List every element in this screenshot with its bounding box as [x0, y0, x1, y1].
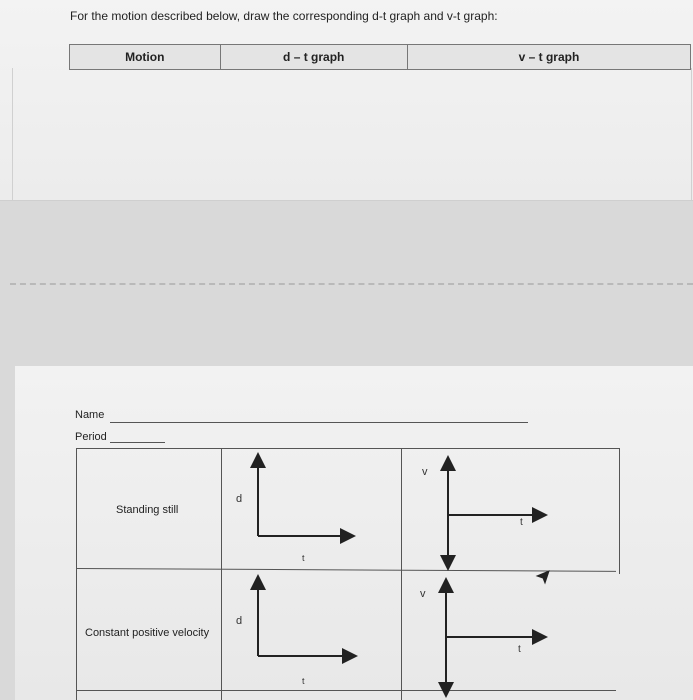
row2-dt-t-axis-label: t [302, 676, 305, 686]
mouse-cursor-icon [537, 571, 549, 583]
row2-d-axis-label: d [236, 615, 243, 627]
row2-vt-axes [446, 585, 540, 690]
header-motion: Motion [70, 45, 221, 69]
row1-vt-t-axis-label: t [520, 517, 523, 528]
row1-dt-axes [258, 460, 348, 536]
row-standing-still: Standing still [116, 504, 179, 516]
row2-dt-axes [258, 582, 350, 656]
period-label: Period [75, 431, 107, 443]
row2-v-axis-label: v [420, 588, 426, 600]
row1-dt-t-axis-label: t [302, 553, 305, 563]
row1-vt-axes [448, 463, 540, 563]
instructions-text: For the motion described below, draw the corresponding d-t graph and v-t graph: [70, 9, 498, 23]
row1-d-axis-label: d [236, 493, 243, 505]
name-label: Name [75, 409, 105, 421]
row1-v-axis-label: v [422, 466, 428, 478]
header-vt-graph: v – t graph [518, 50, 580, 64]
row2-vt-t-axis-label: t [518, 644, 521, 655]
row-constant-positive-velocity: Constant positive velocity [85, 627, 210, 639]
header-dt-graph: d – t graph [221, 45, 408, 69]
